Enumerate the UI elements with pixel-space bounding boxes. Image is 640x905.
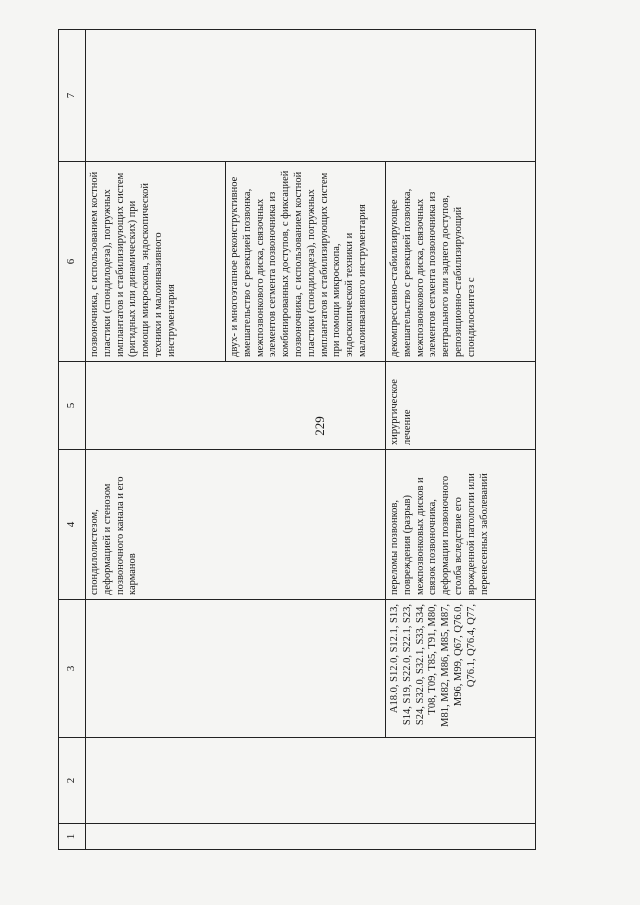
header-cell: 1 [59, 824, 86, 850]
header-cell: 7 [59, 30, 86, 162]
table-cell-treatment: хирургическое лечение [386, 362, 536, 450]
table-cell-method: двух- и многоэтапное реконструктивное вмешательство с резекцией позвонка, межпозвонкового диска, связочных элементов сегмента позвоночника из комбинированных доступов, с фиксацией позвоночника, с использованием костной пластики (спондилодеза), погружных имплантатов и стабилизирующих систем при помощи микроскопа, эндоскопической техники и малоинвазивного инструментария [226, 162, 386, 362]
medical-procedures-table [58, 29, 536, 850]
table-cell-diagnosis: спондилолистезом, деформацией и стенозом позвоночного канала и его карманов [86, 450, 386, 600]
table-cell-diagnosis: переломы позвонков, повреждения (разрыв) межпозвонковых дисков и связок позвоночника, деформации позвоночного столба вследствие его врожденной патологии или перенесенных заболеваний [386, 450, 536, 600]
table-cell [86, 30, 536, 162]
table-header-row [59, 30, 86, 850]
table-cell-method: декомпрессивно-стабилизирующее вмешательство с резекцией позвонка, межпозвонкового диска, связочных элементов сегмента позвоночника из вентрального или заднего доступов, репозиционно-стабилизирующий спондилосинтез с [386, 162, 536, 362]
table-cell [86, 738, 536, 824]
table-cell-treatment [86, 362, 386, 450]
page-number: 229 [312, 416, 327, 436]
header-cell: 2 [59, 738, 86, 824]
table-cell [86, 824, 536, 850]
header-cell: 4 [59, 450, 86, 600]
header-cell: 6 [59, 162, 86, 362]
header-cell: 3 [59, 600, 86, 738]
table-cell-codes [86, 600, 386, 738]
table-row [86, 30, 226, 850]
rotated-table-wrapper [58, 30, 588, 850]
table-cell-method: позвоночника, с использованием костной пластики (спондилодеза), погружных имплантатов и стабилизирующих систем (ригидных или динамических) при помощи микроскопа, эндоскопической техники и малоинвазивного инструментария [86, 162, 226, 362]
table-cell-codes: A18.0, S12.0, S12.1, S13, S14, S19, S22.0, S22.1, S23, S24, S32.0, S32.1, S33, S34, T08, T09, T85, T91, M80, M81, M82, M86, M85, M87, M96, M99, Q67, Q76.0, Q76.1, Q76.4, Q77, [386, 600, 536, 738]
header-cell: 5 [59, 362, 86, 450]
